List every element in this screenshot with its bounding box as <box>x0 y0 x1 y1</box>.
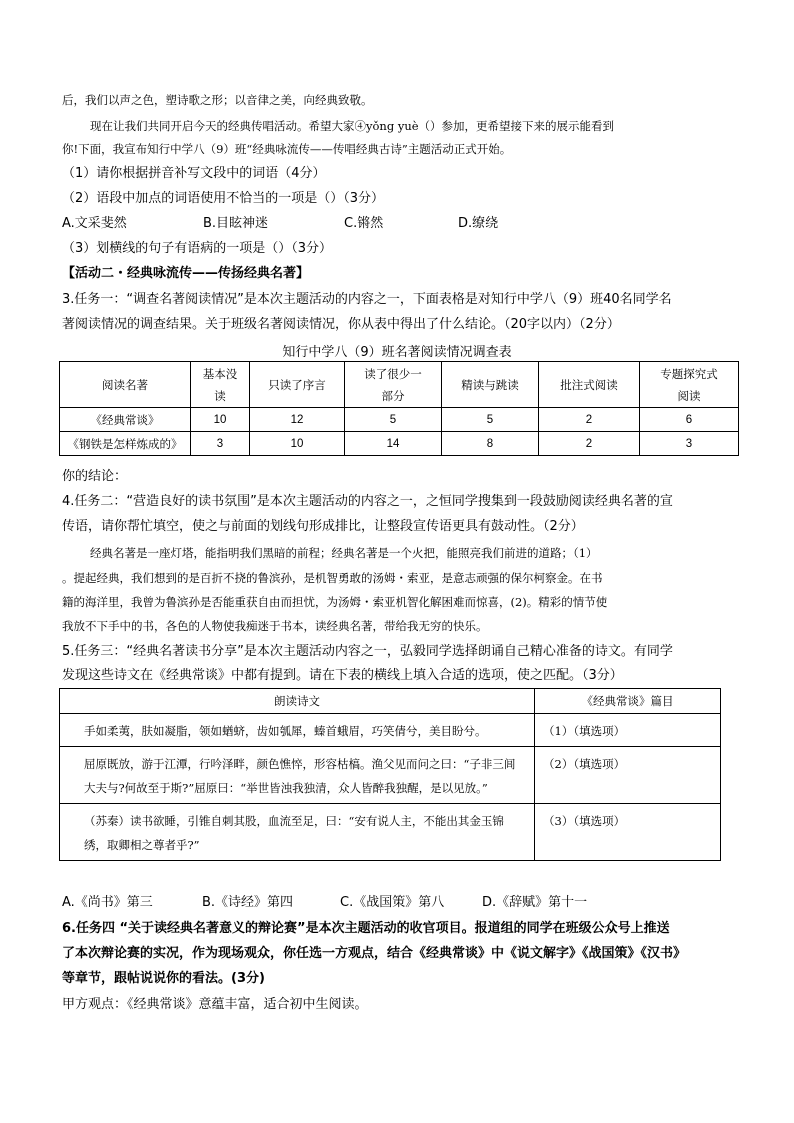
task-1-line-1: 3.任务一：“调查名著阅读情况”是本次主题活动的内容之一，下面表格是对知行中学八（9）班40名同学名 <box>62 292 672 307</box>
table-cell: 《经典常谈》 <box>60 408 191 432</box>
task-4-line-2: 了本次辩论赛的实况，作为现场观众，你任选一方观点，结合《经典常谈》中《说文解字》《战国策》《汉书》 <box>62 946 687 961</box>
task-3-options <box>62 893 750 912</box>
header-poem: 朗读诗文 <box>60 689 535 714</box>
task-2-passage-1: 经典名著是一座灯塔，能指明我们黑暗的前程；经典名著是一个火把，能照亮我们前进的道路；（1） <box>90 546 598 560</box>
survey-table <box>59 361 739 456</box>
task-3-line-2: 发现这些诗文在《经典常谈》中都有提到。请在下表的横线上填入合适的选项，使之匹配。（3分） <box>62 668 623 683</box>
header-preface: 只读了序言 <box>250 362 345 408</box>
table-cell: 2 <box>539 432 640 456</box>
header-topic: 专题探究式 阅读 <box>640 362 739 408</box>
table-cell: 14 <box>345 432 442 456</box>
poem-cell: 手如柔荑，肤如凝脂，领如蝤蛴，齿如瓠犀，螓首蛾眉，巧笑倩兮，美目盼兮。 <box>60 714 535 747</box>
header-annotated: 批注式阅读 <box>539 362 640 408</box>
option-b: B.目眩神迷 <box>203 216 269 231</box>
task-4-line-1: 6.任务四 “关于读经典名著意义的辩论赛”是本次主题活动的收官项目。报道组的同学在班级公众号上推送 <box>62 921 670 936</box>
task-3-line-1: 5.任务三：“经典名著读书分享”是本次主题活动内容之一，弘毅同学选择朗诵自己精心准备的诗文。有同学 <box>62 644 673 659</box>
activity-2-heading: 【活动二・经典咏流传——传扬经典名著】 <box>62 266 310 281</box>
task-4-line-3: 等章节，跟帖说说你的看法。(3分) <box>62 971 265 986</box>
option-a: A.文采斐然 <box>62 216 127 231</box>
option-b: B.《诗经》第四 <box>202 895 294 910</box>
poem-cell: （苏秦）读书欲睡，引锥自刺其股，血流至足，曰：“安有说人主，不能出其金玉锦绣，取卿相之尊者乎?” <box>60 804 535 861</box>
poem-cell: 屈原既放，游于江潭，行吟泽畔，颜色憔悴，形容枯槁。渔父见而问之曰：“子非三闾大夫与?何故至于斯?”屈原曰：“举世皆浊我独清，众人皆醉我独醒，是以见放。” <box>60 747 535 804</box>
header-not-read: 基本没 读 <box>191 362 250 408</box>
intro-line-2: 现在让我们共同开启今天的经典传唱活动。希望大家④yǒng yuè（）参加，更希望接下来的展示能看到 <box>90 119 615 133</box>
intro-line-3: 你!下面，我宣布知行中学八（9）班“经典咏流传——传唱经典古诗”主题活动正式开始。 <box>62 142 512 156</box>
side-a-viewpoint: 甲方观点：《经典常谈》意蕴丰富，适合初中生阅读。 <box>62 997 368 1012</box>
question-2-options <box>62 214 750 233</box>
option-c: C.《战国策》第八 <box>340 895 445 910</box>
table-cell: 10 <box>191 408 250 432</box>
table-cell: 5 <box>442 408 539 432</box>
table-cell: 2 <box>539 408 640 432</box>
option-c: C.锵然 <box>344 216 384 231</box>
answer-cell: （2）（填选项） <box>535 747 721 804</box>
table-cell: 8 <box>442 432 539 456</box>
table-cell: 10 <box>250 432 345 456</box>
task-2-passage-3: 籍的海洋里，我曾为鲁滨孙是否能重获自由而担忧，为汤姆・索亚机智化解困难而惊喜，(2)。精彩的情节使 <box>62 595 608 609</box>
question-1: （1）请你根据拼音补写文段中的词语（4分） <box>62 166 326 181</box>
answer-cell: （1）（填选项） <box>535 714 721 747</box>
task-2-passage-4: 我放不下手中的书，各色的人物使我痴迷于书本，读经典名著，带给我无穷的快乐。 <box>62 619 488 633</box>
task-1-line-2: 著阅读情况的调查结果。关于班级名著阅读情况，你从表中得出了什么结论。（20字以内）（2分） <box>62 317 620 332</box>
answer-cell: （3）（填选项） <box>535 804 721 861</box>
table-cell: 6 <box>640 408 739 432</box>
table-cell: 12 <box>250 408 345 432</box>
task-2-line-1: 4.任务二：“营造良好的读书氛围”是本次主题活动的内容之一，之恒同学搜集到一段鼓励阅读经典名著的宣 <box>62 494 673 509</box>
table-cell: 3 <box>191 432 250 456</box>
header-chapter: 《经典常谈》篇目 <box>535 689 721 714</box>
option-d: D.《辞赋》第十一 <box>482 895 588 910</box>
table-row <box>60 804 721 861</box>
conclusion-label: 你的结论： <box>62 469 128 484</box>
option-d: D.缭绕 <box>458 216 499 231</box>
header-book: 阅读名著 <box>60 362 191 408</box>
intro-line-1: 后，我们以声之色，塑诗歌之形；以音律之美，向经典致敬。 <box>62 93 373 107</box>
table-header-row <box>60 362 739 408</box>
poem-table <box>59 688 721 861</box>
table-cell: 3 <box>640 432 739 456</box>
table-row <box>60 714 721 747</box>
question-2: （2）语段中加点的词语使用不恰当的一项是（）（3分） <box>62 191 385 206</box>
table-1-caption: 知行中学八（9）班名著阅读情况调查表 <box>282 345 512 360</box>
table-header-row <box>60 689 721 714</box>
task-2-passage-2: 。提起经典，我们想到的是百折不挠的鲁滨孙，是机智勇敢的汤姆・索亚，是意志顽强的保尔柯察金。在书 <box>62 571 603 585</box>
header-little: 读了很少一 部分 <box>345 362 442 408</box>
table-row <box>60 408 739 432</box>
task-2-line-2: 传语，请你帮忙填空，使之与前面的划线句形成排比，让整段宣传语更具有鼓动性。（2分） <box>62 519 584 534</box>
table-cell: 《钢铁是怎样炼成的》 <box>60 432 191 456</box>
table-row <box>60 747 721 804</box>
header-intensive: 精读与跳读 <box>442 362 539 408</box>
table-row <box>60 432 739 456</box>
table-cell: 5 <box>345 408 442 432</box>
option-a: A.《尚书》第三 <box>62 895 153 910</box>
question-3: （3）划横线的句子有语病的一项是（）（3分） <box>62 241 333 256</box>
